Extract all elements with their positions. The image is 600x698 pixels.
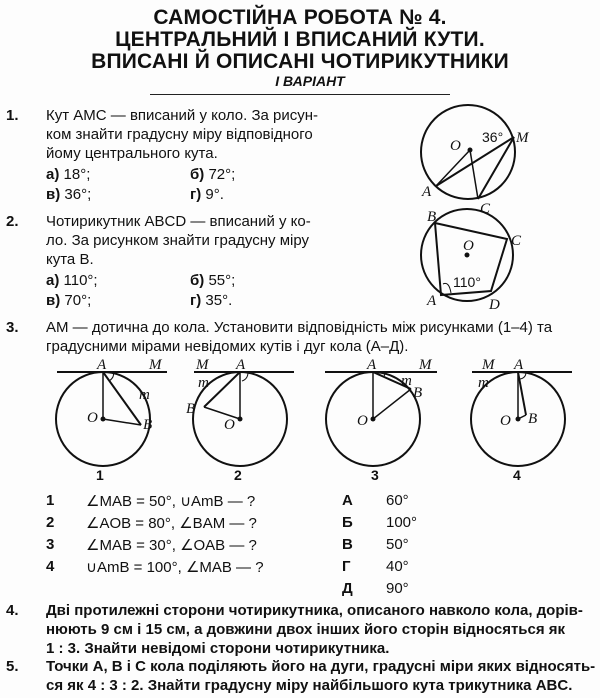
q2-number: 2. xyxy=(6,213,19,230)
q3-text xyxy=(46,318,596,356)
q3-figure-3-number: 3 xyxy=(371,467,379,483)
q3-fig3-A: A xyxy=(367,357,377,373)
q1-text xyxy=(46,106,376,163)
q2-fig-B: B xyxy=(427,209,437,225)
q5-line-1: Точки A, B і C кола поділяють його на дуги, градусні міри яких відносять- xyxy=(46,658,596,675)
q3-left-2-text: ∠AOB = 80°, ∠BAM — ? xyxy=(86,515,257,532)
q3-fig4-A: A xyxy=(514,357,524,373)
q3-fig3-m: m xyxy=(401,373,412,389)
q1-fig-M: M xyxy=(516,130,529,146)
q3-right-B-value: 100° xyxy=(386,514,418,531)
q3-right-G: Г xyxy=(342,558,351,575)
q2-fig-D: D xyxy=(489,297,500,313)
q3-left-1: 1 xyxy=(46,492,55,509)
q1-fig-angle: 36° xyxy=(482,129,504,145)
q4-text xyxy=(46,601,598,658)
q3-figure-1 xyxy=(55,357,175,467)
q1-fig-A: A xyxy=(422,184,432,200)
q2-text xyxy=(46,212,376,269)
q3-fig2-B: B xyxy=(186,401,196,417)
q4-line-1: Дві протилежні сторони чотирикутника, описаного навколо кола, дорів- xyxy=(46,602,583,619)
q1-number: 1. xyxy=(6,107,19,124)
q2-option-d: г) 35°. xyxy=(190,292,233,309)
q1-line-2: ком знайти градусну міру відповідного xyxy=(46,126,313,143)
q3-figure-3 xyxy=(325,357,445,467)
q3-right-V-value: 50° xyxy=(386,536,409,553)
q5-line-2: ся як 4 : 3 : 2. Знайти градусну міру найбільшого кута трикутника ABC. xyxy=(46,677,573,694)
q3-fig4-O: O xyxy=(500,413,511,429)
q2-option-a: а) 110°; xyxy=(46,272,98,289)
q3-fig3-M: M xyxy=(419,357,432,373)
q3-right-V: В xyxy=(342,536,353,553)
q3-fig4-M: M xyxy=(482,357,495,373)
q3-left-3: 3 xyxy=(46,536,55,553)
q3-figure-1-number: 1 xyxy=(96,467,104,483)
q3-left-4-text: ∪AmB = 100°, ∠MAB — ? xyxy=(86,559,264,576)
q3-fig1-m: m xyxy=(139,387,150,403)
q3-right-A: А xyxy=(342,492,353,509)
q1-line-3: йому центрального кута. xyxy=(46,145,218,162)
title-line-3: ВПИСАНІ Й ОПИСАНІ ЧОТИРИКУТНИКИ xyxy=(91,50,509,73)
q2-fig-O: O xyxy=(463,238,474,254)
q2-line-3: кута B. xyxy=(46,251,94,268)
title-line-2: ЦЕНТРАЛЬНИЙ І ВПИСАНИЙ КУТИ. xyxy=(115,28,485,51)
q3-line-2: градусними мірами невідомих кутів і дуг кола (А–Д). xyxy=(46,338,409,355)
q3-fig1-A: A xyxy=(97,357,107,373)
q2-option-b: б) 55°; xyxy=(190,272,236,289)
q3-fig2-M: M xyxy=(196,357,209,373)
q4-line-3: 1 : 3. Знайти невідомі сторони чотирикутника. xyxy=(46,640,390,657)
q1-fig-C: C xyxy=(480,201,491,217)
q1-option-a: а) 18°; xyxy=(46,166,91,183)
q5-number: 5. xyxy=(6,658,19,675)
q3-fig2-m: m xyxy=(198,375,209,391)
q2-option-c: в) 70°; xyxy=(46,292,92,309)
q3-figure-2-number: 2 xyxy=(234,467,242,483)
q1-fig-O: O xyxy=(450,138,461,154)
q3-fig4-m: m xyxy=(478,375,489,391)
q3-figure-2 xyxy=(186,357,310,467)
variant-underline xyxy=(150,94,450,95)
q3-right-D-value: 90° xyxy=(386,580,409,597)
q3-left-3-text: ∠MAB = 30°, ∠OAB — ? xyxy=(86,537,257,554)
q4-line-2: нюють 9 см і 15 см, а довжини двох інших його сторін відносяться як xyxy=(46,621,566,638)
q1-option-b: б) 72°; xyxy=(190,166,236,183)
q1-line-1: Кут AMC — вписаний у коло. За рисун- xyxy=(46,107,319,124)
q3-fig3-O: O xyxy=(357,413,368,429)
q2-fig-C: C xyxy=(511,233,522,249)
title-line-1: САМОСТІЙНА РОБОТА № 4. xyxy=(153,6,447,29)
q3-line-1: AM — дотична до кола. Установити відповідність між рисунками (1–4) та xyxy=(46,319,553,336)
variant-label: І ВАРІАНТ xyxy=(275,73,345,89)
q2-fig-A: A xyxy=(427,293,437,309)
q2-fig-angle: 110° xyxy=(453,274,481,290)
q3-figure-4-number: 4 xyxy=(513,467,521,483)
q3-fig1-O: O xyxy=(87,410,98,426)
q3-right-B: Б xyxy=(342,514,353,531)
q3-left-2: 2 xyxy=(46,514,55,531)
q3-figure-4 xyxy=(462,357,582,467)
q2-line-2: ло. За рисунком знайти градусну міру xyxy=(46,232,310,249)
q3-fig2-A: A xyxy=(236,357,246,373)
q3-right-D: Д xyxy=(342,580,353,597)
q3-fig1-B: B xyxy=(143,417,153,433)
q3-left-1-text: ∠MAB = 50°, ∪AmB — ? xyxy=(86,493,256,510)
q3-left-4: 4 xyxy=(46,558,55,575)
q3-right-A-value: 60° xyxy=(386,492,409,509)
q3-fig2-O: O xyxy=(224,417,235,433)
q3-number: 3. xyxy=(6,319,19,336)
q1-option-d: г) 9°. xyxy=(190,186,224,203)
q2-figure xyxy=(415,205,535,315)
q1-option-c: в) 36°; xyxy=(46,186,92,203)
q3-right-G-value: 40° xyxy=(386,558,409,575)
q2-line-1: Чотирикутник ABCD — вписаний у ко- xyxy=(46,213,311,230)
q3-fig1-M: M xyxy=(149,357,162,373)
q5-text xyxy=(46,657,598,695)
q3-fig3-B: B xyxy=(413,385,423,401)
q3-fig4-B: B xyxy=(528,411,538,427)
q1-figure xyxy=(410,100,530,217)
q4-number: 4. xyxy=(6,602,19,619)
